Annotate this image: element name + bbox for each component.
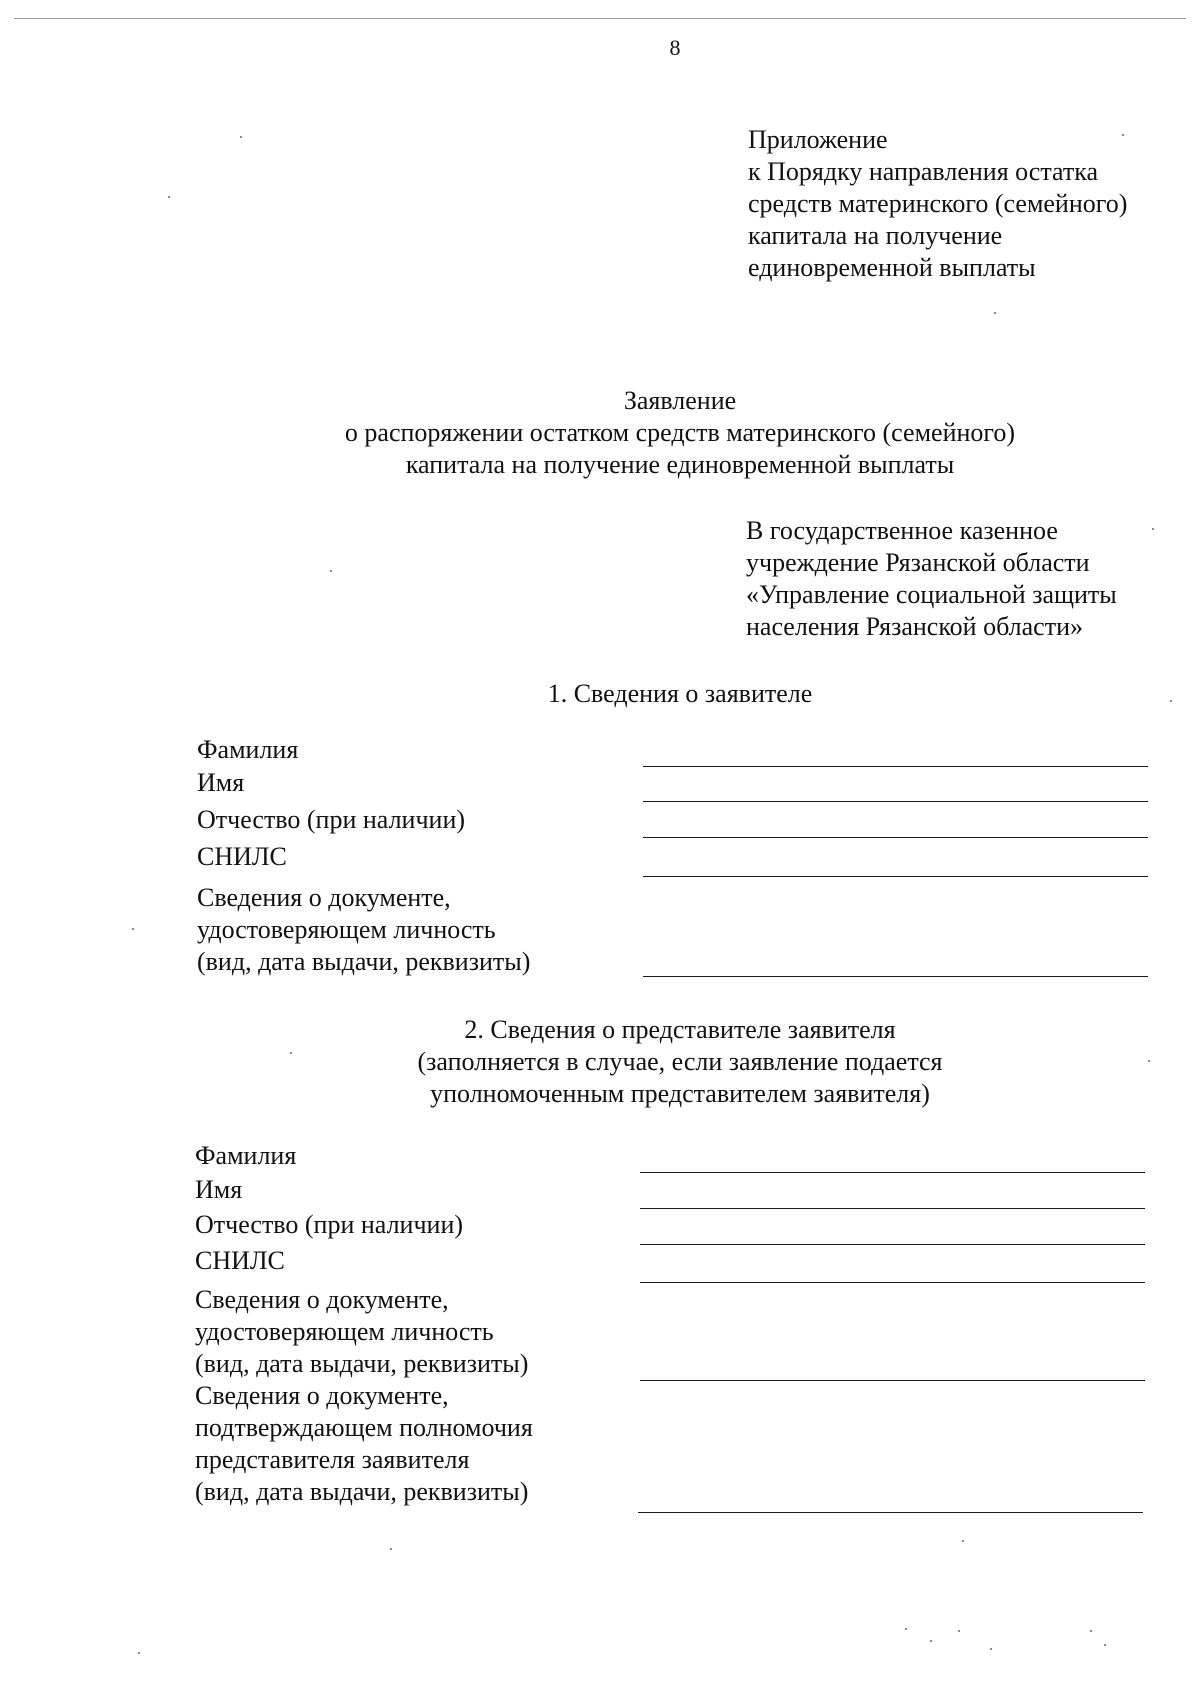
- scan-speck: [958, 1630, 960, 1632]
- scan-speck: [132, 928, 134, 930]
- section2-id-doc-label: удостоверяющем личность: [195, 1317, 494, 1346]
- section1-surname-line[interactable]: [643, 766, 1148, 767]
- appendix-note: [748, 124, 1188, 284]
- document-title: [220, 385, 1140, 481]
- section2-auth-doc-label: Сведения о документе,: [195, 1381, 449, 1410]
- appendix-line: к Порядку направления остатка: [748, 157, 1099, 186]
- scan-speck: [905, 1628, 907, 1630]
- section2-patronymic-label: Отчество (при наличии): [195, 1210, 464, 1239]
- section1-name-line[interactable]: [643, 801, 1148, 802]
- section1-heading: [220, 678, 1140, 710]
- scan-speck: [390, 1548, 392, 1550]
- recipient-line: учреждение Рязанской области: [746, 548, 1090, 577]
- section2-auth-doc-label: подтверждающем полномочия: [195, 1413, 533, 1442]
- page-number: 8: [669, 35, 681, 60]
- scan-top-border: [14, 18, 1186, 19]
- section1-id-doc-line[interactable]: [643, 976, 1148, 977]
- section2-auth-doc-label: (вид, дата выдачи, реквизиты): [195, 1477, 529, 1506]
- section2-patronymic-line[interactable]: [640, 1244, 1145, 1245]
- recipient-line: В государственное казенное: [746, 516, 1058, 545]
- title-line: о распоряжении остатком средств материнского (семейного): [344, 418, 1016, 447]
- section1-heading-text: 1. Сведения о заявителе: [547, 679, 813, 708]
- section1-snils-line[interactable]: [643, 876, 1148, 877]
- section1-patronymic-line[interactable]: [643, 837, 1148, 838]
- section2-heading: [220, 1014, 1140, 1110]
- section2-id-doc-label: (вид, дата выдачи, реквизиты): [195, 1349, 529, 1378]
- section2-snils-line[interactable]: [640, 1282, 1145, 1283]
- scan-speck: [168, 196, 170, 198]
- title-line: капитала на получение единовременной выплаты: [405, 450, 955, 479]
- section2-snils-label: СНИЛС: [195, 1246, 285, 1275]
- section2-auth-doc-label: представителя заявителя: [195, 1445, 470, 1474]
- section2-name-label: Имя: [195, 1175, 243, 1204]
- section2-id-doc-line[interactable]: [640, 1380, 1145, 1381]
- scan-speck: [930, 1640, 932, 1642]
- title-line: Заявление: [623, 386, 737, 415]
- recipient-block: [746, 515, 1186, 643]
- section2-surname-label: Фамилия: [195, 1141, 297, 1170]
- section2-heading-line: 2. Сведения о представителе заявителя: [464, 1015, 896, 1044]
- scan-speck: [330, 570, 332, 572]
- section2-heading-line: (заполняется в случае, если заявление подается: [417, 1047, 943, 1076]
- section2-surname-line[interactable]: [640, 1172, 1145, 1173]
- scan-speck: [1090, 1630, 1092, 1632]
- section1-id-doc-label: Сведения о документе,: [197, 883, 451, 912]
- scan-speck: [1104, 1644, 1106, 1646]
- scan-speck: [1122, 134, 1124, 136]
- section2-id-doc-label: Сведения о документе,: [195, 1285, 449, 1314]
- appendix-line: единовременной выплаты: [748, 253, 1036, 282]
- scan-speck: [1170, 700, 1172, 702]
- scan-speck: [990, 1648, 992, 1650]
- scan-speck: [240, 136, 242, 138]
- scan-speck: [1152, 528, 1154, 530]
- appendix-line: Приложение: [748, 125, 888, 154]
- section1-surname-label: Фамилия: [197, 735, 299, 764]
- section1-id-doc-label: (вид, дата выдачи, реквизиты): [197, 947, 531, 976]
- recipient-line: населения Рязанской области»: [746, 612, 1083, 641]
- section1-id-doc-label: удостоверяющем личность: [197, 915, 496, 944]
- section1-snils-label: СНИЛС: [197, 842, 287, 871]
- scan-speck: [138, 1652, 140, 1654]
- appendix-line: средств материнского (семейного): [748, 189, 1128, 218]
- scan-speck: [1148, 1060, 1150, 1062]
- section2-name-line[interactable]: [640, 1208, 1145, 1209]
- section2-auth-doc-line[interactable]: [638, 1512, 1143, 1513]
- recipient-line: «Управление социальной защиты: [746, 580, 1117, 609]
- scan-speck: [290, 1052, 292, 1054]
- section1-name-label: Имя: [197, 768, 245, 797]
- section1-patronymic-label: Отчество (при наличии): [197, 805, 466, 834]
- scan-speck: [994, 312, 996, 314]
- scan-speck: [962, 1540, 964, 1542]
- appendix-line: капитала на получение: [748, 221, 1003, 250]
- section2-heading-line: уполномоченным представителем заявителя): [430, 1079, 930, 1108]
